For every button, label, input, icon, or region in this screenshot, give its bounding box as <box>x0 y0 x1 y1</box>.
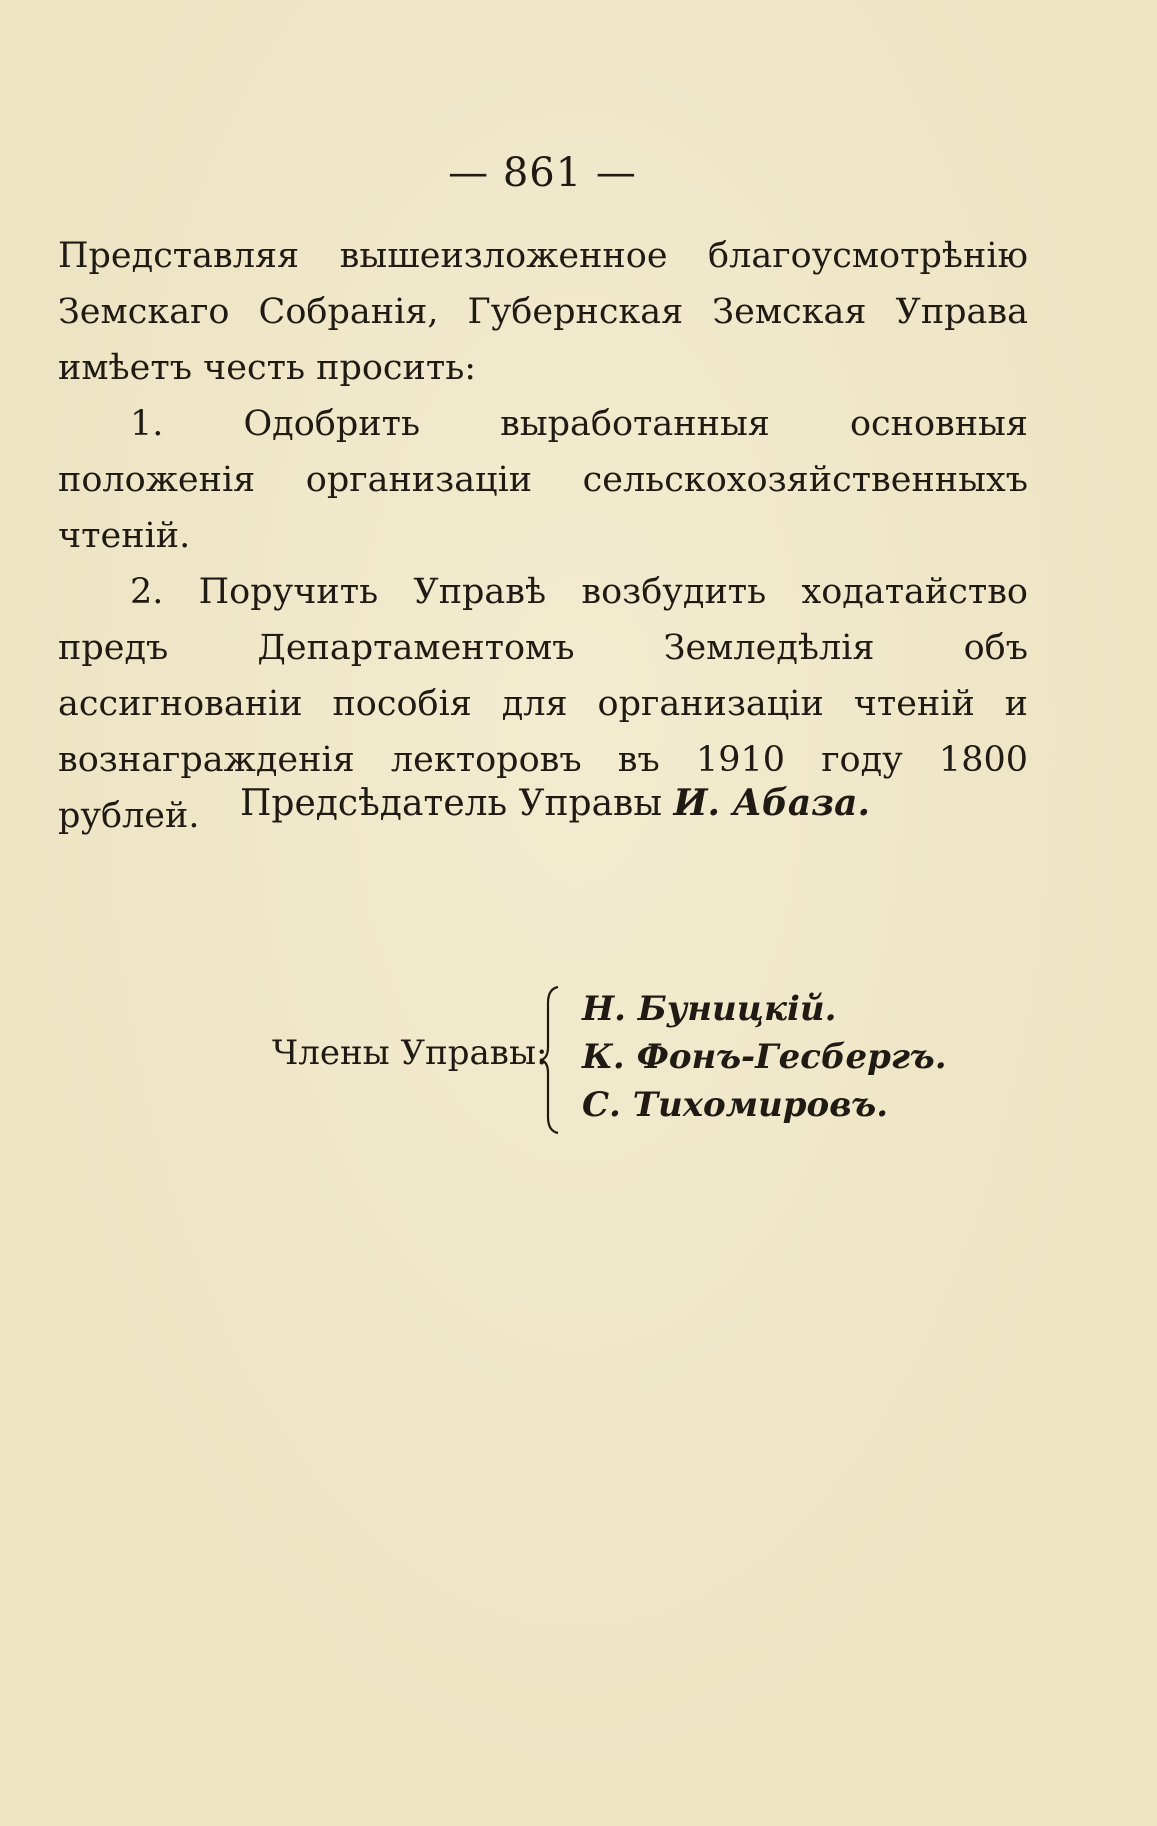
member-name: К. Фонъ-Гесбергъ. <box>582 1037 947 1077</box>
chairman-title: Предсѣдатель Управы <box>240 783 662 824</box>
curly-brace-icon <box>536 985 566 1135</box>
members-names <box>582 985 947 1129</box>
members-label: Члены Управы: <box>272 1033 548 1073</box>
member-name: С. Тихомировъ. <box>582 1085 889 1125</box>
body-text <box>58 228 1028 844</box>
paragraph-item-1: 1. Одобрить выработанныя основныя положенія организаціи сельскохозяйственныхъ чтеній. <box>58 404 1028 556</box>
paragraph-item-2: 2. Поручить Управѣ возбудить ходатайство предъ Департаментомъ Земледѣлія объ ассигнованіи пособія для организаціи чтеній и вознагражденія лекторовъ въ 1910 году 1800 рублей. <box>58 572 1028 836</box>
member-name: Н. Буницкій. <box>582 989 837 1029</box>
chairman-name: И. Абаза. <box>673 782 870 824</box>
chairman-signature <box>240 782 870 824</box>
page-number: — 861 — <box>448 150 637 196</box>
paragraph-intro: Представляя вышеизложенное благоусмотрѣнію Земскаго Собранія, Губернская Земская Управа имѣетъ честь просить: <box>58 236 1028 388</box>
